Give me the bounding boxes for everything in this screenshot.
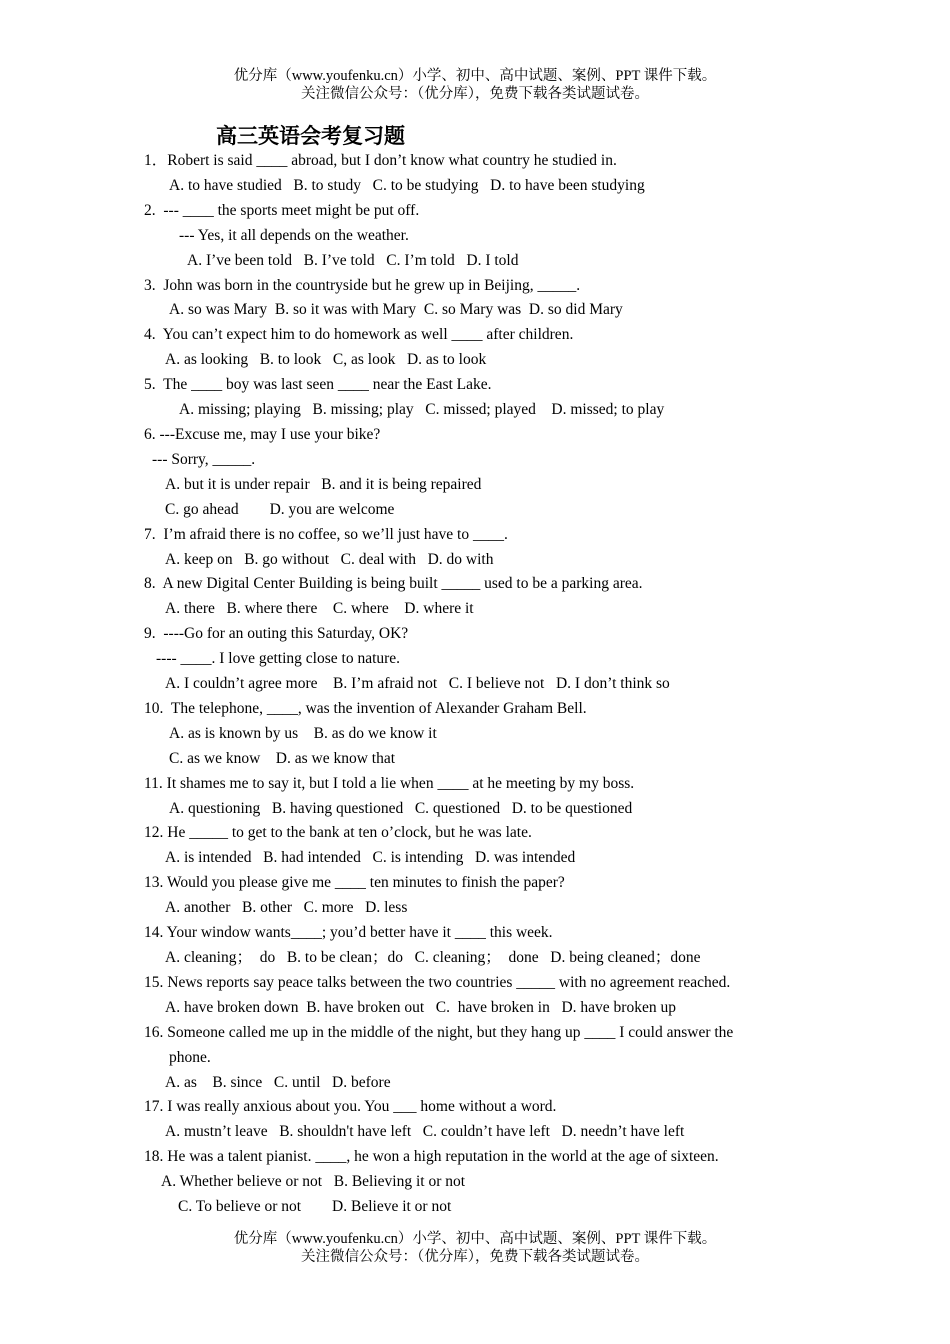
question-13-options: A. another B. other C. more D. less [165,899,408,917]
question-3-options: A. so was Mary B. so it was with Mary C. so Mary was D. so did Mary [169,301,623,319]
question-14: 14. Your window wants____; you’d better have it ____ this week. [144,924,553,942]
question-16-continued: phone. [169,1048,211,1066]
question-18-options-ab: A. Whether believe or not B. Believing it or not [161,1173,466,1191]
question-2-options: A. I’ve been told B. I’ve told C. I’m told D. I told [187,251,519,269]
question-10: 10. The telephone, ____, was the invention of Alexander Graham Bell. [144,699,587,717]
question-17-options: A. mustn’t leave B. shouldn't have left C. couldn’t have left D. needn’t have left [165,1123,685,1141]
question-8: 8. A new Digital Center Building is being built _____ used to be a parking area. [144,575,643,593]
header-line-2: 关注微信公众号：（优分库），免费下载各类试题试卷。 [301,86,649,102]
question-14-options: A. cleaning； do B. to be clean；do C. cleaning； done D. being cleaned；done [165,949,701,966]
question-4-options: A. as looking B. to look C, as look D. as to look [165,351,487,369]
question-4: 4. You can’t expect him to do homework as well ____ after children. [144,326,574,344]
question-7: 7. I’m afraid there is no coffee, so we’ll just have to ____. [144,525,508,543]
question-1: 1．Robert is said ____ abroad, but I don’t know what country he studied in. [144,152,617,169]
question-11: 11. It shames me to say it, but I told a lie when ____ at he meeting by my boss. [144,774,635,792]
question-17: 17. I was really anxious about you. You ___ home without a word. [144,1098,557,1116]
footer-line-2: 关注微信公众号：（优分库），免费下载各类试题试卷。 [301,1249,649,1265]
question-15: 15. News reports say peace talks between the two countries _____ with no agreement reached. [144,973,731,991]
question-16-options: A. as B. since C. until D. before [165,1073,391,1091]
question-12: 12. He _____ to get to the bank at ten o’clock, but he was late. [144,824,532,842]
footer-line-1: 优分库（www.youfenku.cn）小学、初中、高中试题、案例、PPT 课件下载。 [233,1231,717,1247]
question-9-options: A. I couldn’t agree more B. I’m afraid not C. I believe not D. I don’t think so [165,675,670,693]
question-9-reply: ---- ____. I love getting close to nature. [156,650,401,668]
question-15-options: A. have broken down B. have broken out C. have broken in D. have broken up [165,998,676,1016]
question-18-options-cd: C. To believe or not D. Believe it or not [178,1198,452,1216]
question-2: 2. --- ____ the sports meet might be put off. [144,201,420,219]
question-9: 9. ----Go for an outing this Saturday, OK? [144,625,409,643]
question-3: 3. John was born in the countryside but he grew up in Beijing, _____. [144,276,581,294]
question-6-options-cd: C. go ahead D. you are welcome [165,500,395,518]
question-2-reply: --- Yes, it all depends on the weather. [179,226,409,244]
question-8-options: A. there B. where there C. where D. where it [165,600,474,618]
question-16: 16. Someone called me up in the middle of the night, but they hang up ____ I could answer the [144,1023,734,1041]
question-18: 18. He was a talent pianist. ____, he won a high reputation in the world at the age of sixteen. [144,1148,719,1166]
question-6-options-ab: A. but it is under repair B. and it is being repaired [165,475,482,493]
question-list [0,149,950,1220]
question-12-options: A. is intended B. had intended C. is intending D. was intended [165,849,576,867]
page-title: 高三英语会考复习题 [216,124,405,148]
header-line-1: 优分库（www.youfenku.cn）小学、初中、高中试题、案例、PPT 课件下载。 [233,68,717,84]
question-1-options: A. to have studied B. to study C. to be studying D. to have been studying [169,176,645,194]
question-5: 5. The ____ boy was last seen ____ near the East Lake. [144,376,492,394]
question-10-options-ab: A. as is known by us B. as do we know it [169,724,437,742]
question-11-options: A. questioning B. having questioned C. questioned D. to be questioned [169,799,633,817]
question-7-options: A. keep on B. go without C. deal with D. do with [165,550,494,568]
question-13: 13. Would you please give me ____ ten minutes to finish the paper? [144,874,565,892]
question-5-options: A. missing; playing B. missing; play C. missed; played D. missed; to play [179,401,665,419]
question-10-options-cd: C. as we know D. as we know that [169,749,396,767]
question-6-reply: --- Sorry, _____. [152,450,256,468]
question-6: 6. ---Excuse me, may I use your bike? [144,425,381,443]
